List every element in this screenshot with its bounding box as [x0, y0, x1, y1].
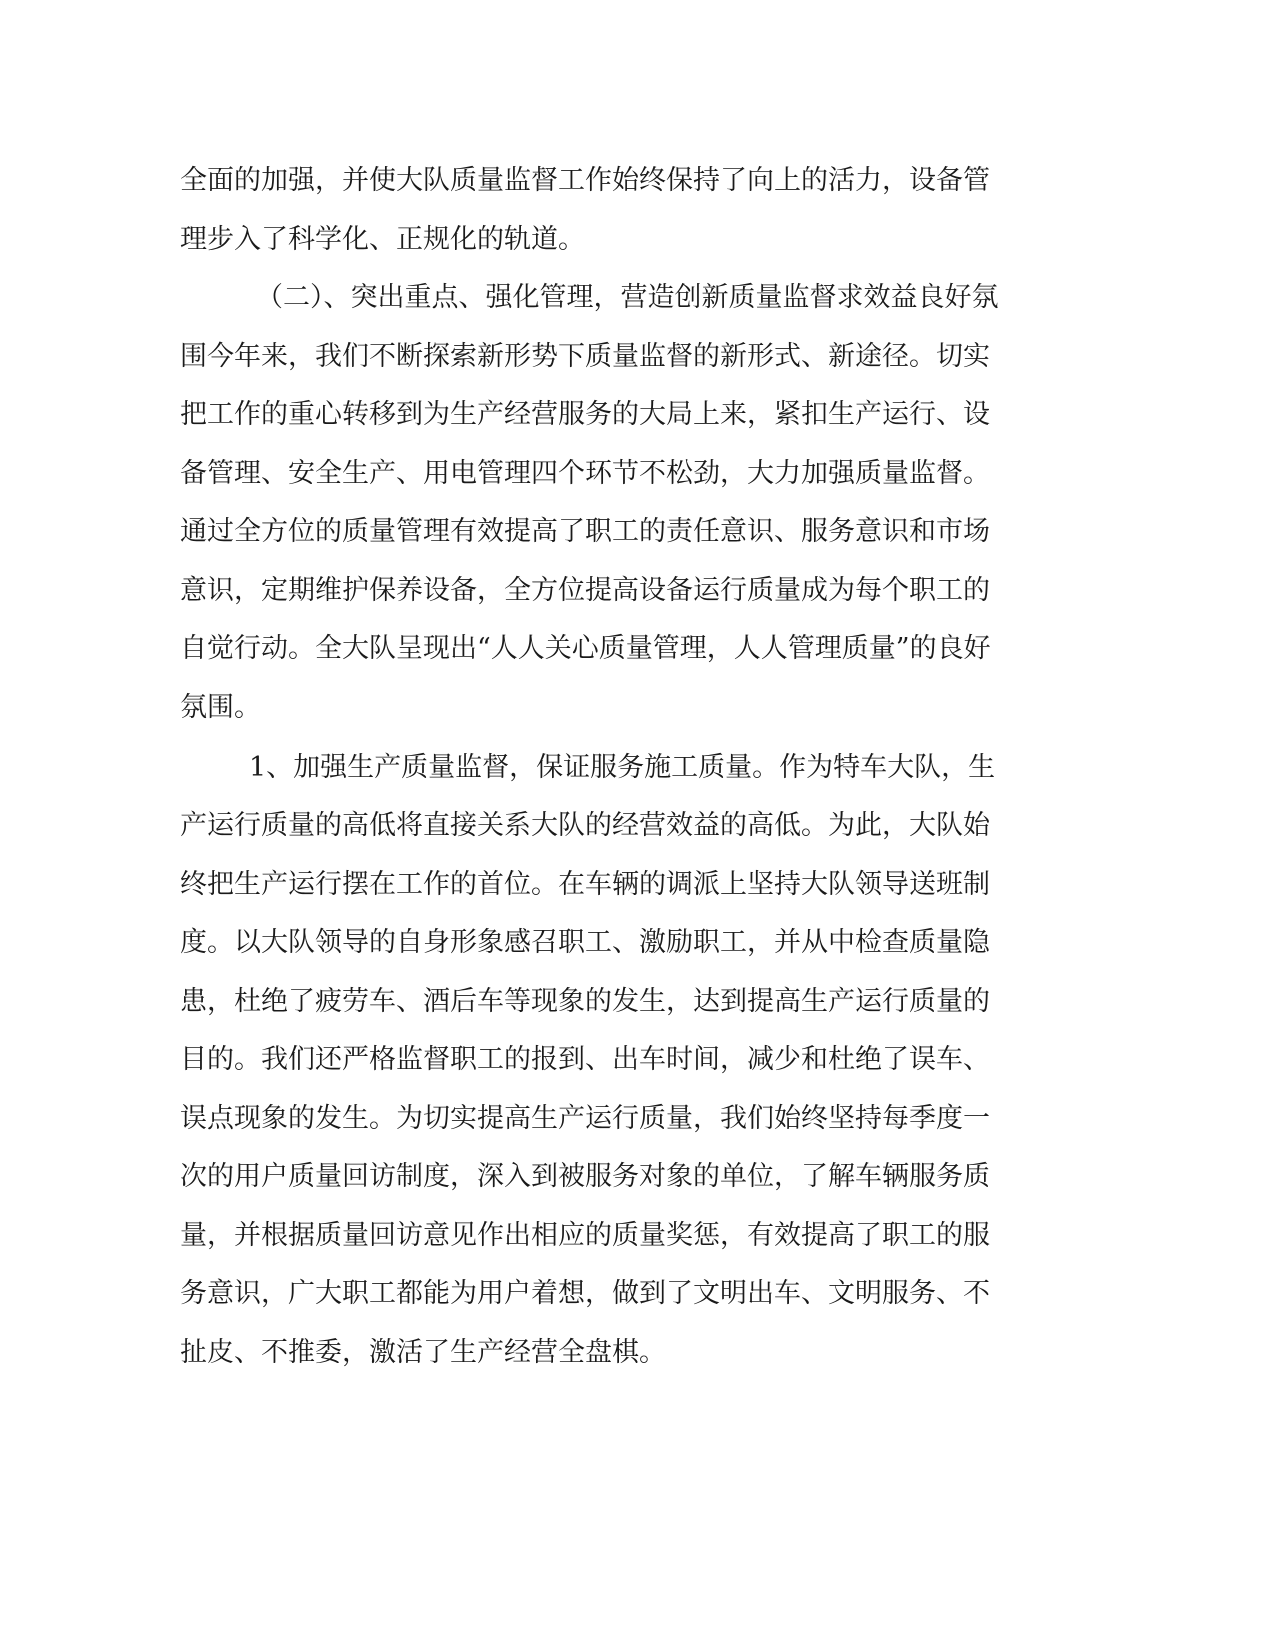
body-text-line: 围今年来，我们不断探索新形势下质量监督的新形式、新途径。切实 [180, 341, 990, 372]
body-text-line: 意识，定期维护保养设备，全方位提高设备运行质量成为每个职工的 [180, 575, 990, 606]
body-text-line: 患，杜绝了疲劳车、酒后车等现象的发生，达到提高生产运行质量的 [180, 986, 990, 1017]
body-text-line: 扯皮、不推委，激活了生产经营全盘棋。 [180, 1337, 666, 1368]
body-text-line: 度。以大队领导的自身形象感召职工、激励职工，并从中检查质量隐 [180, 927, 990, 958]
body-text-line: 务意识，广大职工都能为用户着想，做到了文明出车、文明服务、不 [180, 1278, 990, 1309]
body-text-line: 目的。我们还严格监督职工的报到、出车时间，减少和杜绝了误车、 [180, 1044, 990, 1075]
body-text-line: 误点现象的发生。为切实提高生产运行质量，我们始终坚持每季度一 [180, 1103, 990, 1134]
body-text-line: 把工作的重心转移到为生产经营服务的大局上来，紧扣生产运行、设 [180, 399, 990, 430]
body-text-line: 次的用户质量回访制度，深入到被服务对象的单位，了解车辆服务质 [180, 1161, 990, 1192]
numbered-paragraph-line: 1、加强生产质量监督，保证服务施工质量。作为特车大队，生 [249, 752, 996, 783]
body-text-line: 全面的加强，并使大队质量监督工作始终保持了向上的活力，设备管 [180, 165, 990, 196]
body-text-line: 氛围。 [180, 692, 261, 723]
body-text-line: 备管理、安全生产、用电管理四个环节不松劲，大力加强质量监督。 [180, 458, 990, 489]
body-text-line: 通过全方位的质量管理有效提高了职工的责任意识、服务意识和市场 [180, 516, 990, 547]
body-text-line: 自觉行动。全大队呈现出“人人关心质量管理，人人管理质量”的良好 [180, 633, 991, 664]
body-text-line: 量，并根据质量回访意见作出相应的质量奖惩，有效提高了职工的服 [180, 1220, 990, 1251]
section-heading-line: （二）、突出重点、强化管理，营造创新质量监督求效益良好氛 [256, 282, 999, 313]
body-text-line: 产运行质量的高低将直接关系大队的经营效益的高低。为此，大队始 [180, 810, 990, 841]
body-text-line: 理步入了科学化、正规化的轨道。 [180, 224, 585, 255]
body-text-line: 终把生产运行摆在工作的首位。在车辆的调派上坚持大队领导送班制 [180, 869, 990, 900]
